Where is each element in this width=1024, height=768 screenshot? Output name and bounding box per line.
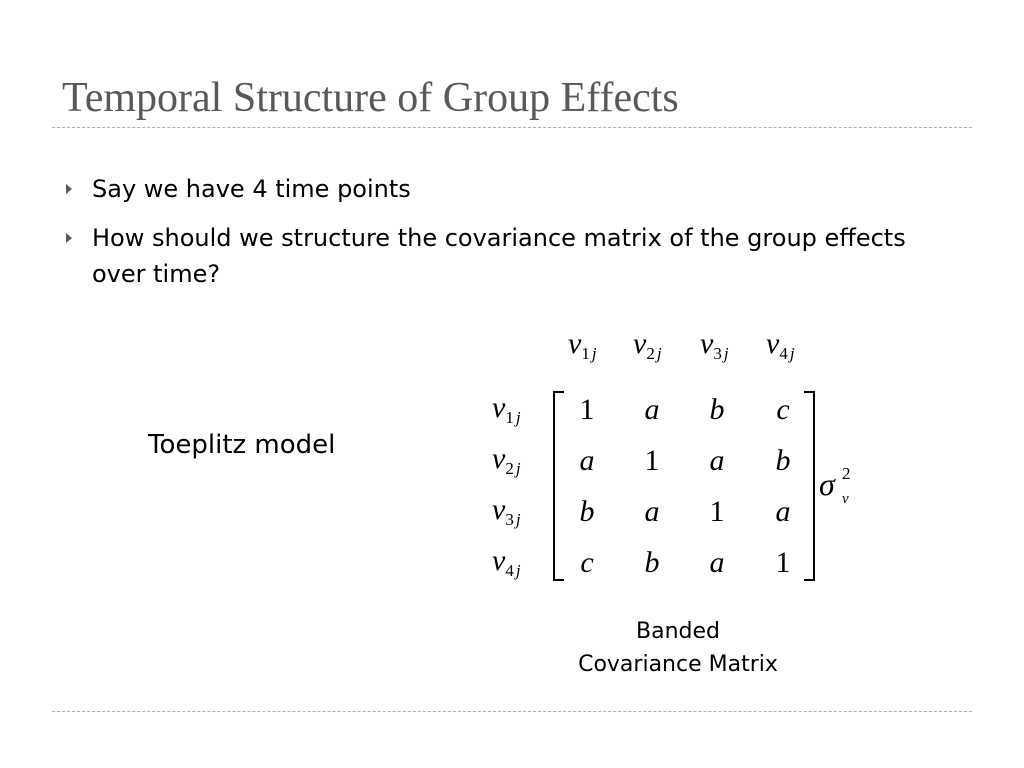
sigma-subscript: v xyxy=(842,491,849,507)
matrix-caption-line: Covariance Matrix xyxy=(578,652,778,677)
column-header: $v_4$ j xyxy=(766,327,795,363)
bullet-text: How should we structure the covariance matrix of the group effects over time? xyxy=(92,224,906,288)
matrix-cell: c xyxy=(580,546,594,579)
matrix-cell: b xyxy=(644,546,660,579)
variance-scale xyxy=(819,464,851,507)
matrix-caption-line: Banded xyxy=(636,619,720,644)
matrix-cell: a xyxy=(709,546,725,579)
matrix-cell: 1 xyxy=(644,444,660,477)
covariance-matrix xyxy=(470,315,880,595)
column-header: $v_1$ j xyxy=(568,327,597,363)
slide-title: Temporal Structure of Group Effects xyxy=(62,75,679,121)
bullet-text: Say we have 4 time points xyxy=(92,175,411,203)
left-bracket xyxy=(554,392,564,580)
matrix-cell: a xyxy=(775,495,791,528)
model-label: Toeplitz model xyxy=(148,430,336,460)
sigma-superscript: 2 xyxy=(842,464,851,483)
matrix-cell: 1 xyxy=(775,546,791,579)
matrix-cell: a xyxy=(644,393,660,426)
matrix-cell: b xyxy=(775,444,791,477)
matrix-cell: c xyxy=(776,393,790,426)
matrix-cell: a xyxy=(579,444,595,477)
matrix-cell: 1 xyxy=(709,495,725,528)
column-header: $v_2$ j xyxy=(633,327,662,363)
column-headers xyxy=(568,327,795,363)
row-header: $v_2$ j xyxy=(492,442,521,478)
row-headers xyxy=(492,391,521,580)
matrix-cell: a xyxy=(709,444,725,477)
matrix-cell: a xyxy=(644,495,660,528)
row-header: $v_4$ j xyxy=(492,544,521,580)
sigma-symbol: σ xyxy=(819,466,835,502)
matrix-cells xyxy=(580,393,791,579)
row-header: $v_1$ j xyxy=(492,391,521,427)
matrix-cell: b xyxy=(709,393,725,426)
matrix-cell: 1 xyxy=(579,393,595,426)
bullet-triangle-icon xyxy=(66,233,72,243)
bullet-triangle-icon xyxy=(66,184,72,194)
column-header: $v_3$ j xyxy=(700,327,729,363)
row-header: $v_3$ j xyxy=(492,493,521,529)
footer-divider xyxy=(52,711,972,712)
right-bracket xyxy=(804,392,814,580)
title-divider xyxy=(52,127,972,128)
matrix-cell: b xyxy=(579,495,595,528)
